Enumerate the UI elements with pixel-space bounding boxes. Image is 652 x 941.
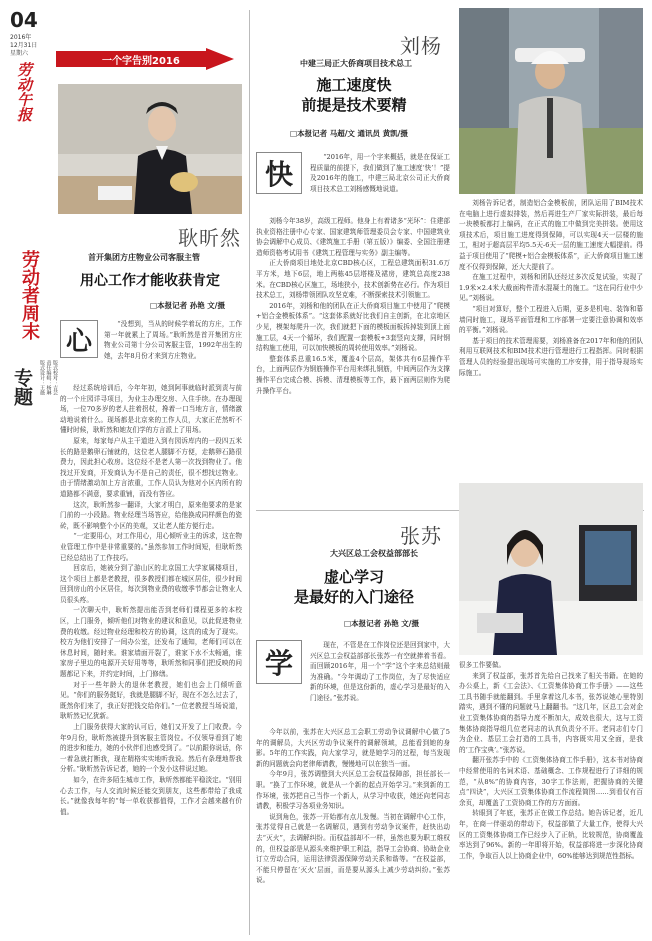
paragraph: “一定要用心，对工作用心，用心倾听业主的诉求，这在物业管理工作中是非常重要的。”虽然参加工作时间短，但耿昕然已经总结出了工作技巧。 — [60, 532, 242, 562]
side-strip — [8, 250, 58, 415]
page-number: 04 — [10, 8, 38, 32]
paragraph: 转眼到了年底，张苏正在做工作总结。她告诉记者，近几年，在商一伴驱动的带动下，权益部做了大量工作，使得大兴区的工资集体协商工作已经步入了正轨，比较规范，协商覆盖率达到了96%。新的一年即将开始，权益部将进一步深化协商工作，争取百人以上协商企业中，60%能够达到规范性指标。 — [459, 809, 643, 860]
topic-title: 专题 — [11, 368, 33, 406]
article2-body-col2 — [459, 198, 643, 498]
issue-day: 12月31日 — [10, 42, 38, 49]
column-divider — [249, 10, 250, 935]
paragraph: 经过系统培训后，今年年初，她到阿事就临时派到责与前的一个庄园详寻项目，为业主办理交房、入住手续。在办理现场，一位70多岁的老人拄着拐杖，搀着一口当地方言，情绪激动地说着什么。现场都是北京来的工作人员，大家正茫然听不懂时时候，耿昕然和她友们学的方言派上了用场。 — [60, 384, 242, 435]
paragraph: 很多工作要做。 — [459, 661, 506, 669]
paragraph: 正大侨商项目地处北京CBD核心区，工程总建筑面积31.6万平方米，地下6层，地上两栋45层塔楼及裙房，建筑总高度238米。在CBD核心区施工，场地狭小，技术创新势在必行。作为项目技术总工，刘杨带领团队攻坚克难，不断探索技术引领施工。 — [256, 259, 450, 300]
paragraph: 如今，在许多陌生城市工作，耿昕然都能平稳淡定。“别用心去工作，与人交流时候还能交到朋友，这些都带给了我成长。”就像我每年的“每一单收获都值得，工作才会越来越有价值。 — [60, 775, 242, 816]
headline-3b: 是最好的入门途径 — [293, 588, 414, 606]
banner — [56, 48, 234, 70]
newspaper-logo: 劳动午报 — [15, 62, 33, 122]
key-character-1: 心 — [60, 320, 98, 358]
issue-date — [10, 34, 37, 58]
article2-lead: “2016年，用一个字来概括，就是在保证工程质量的前提下，我们做到了施工速度‘快’！”提及2016年的施工，中建三局北京公司正大侨商项目技术总工刘杨感慨地说道。 — [310, 153, 450, 193]
photo-zhang-su — [459, 483, 643, 655]
paragraph: 翻开张苏手中的《工资集体协商工作手册》，这本书对协商中经常使用的名词术语、基础概念、工作规程进行了详细的规范，“从8%”的协商内容，30字工作法则，把握协商的关键点“四诀”，大兴区工资集体协商工作流程简图……到看仅有百余页，却覆盖了工资协商工作的方方面面。 — [459, 756, 643, 807]
byline-1: □本报记者 孙艳 文/摄 — [150, 301, 226, 310]
paragraph: 回京后，她被分到了游山区的北京国工大学家属楼项目，这个项目上都是老教授，很多教授们都在城区居住，很少时间回到房山的小区居住，每次到物业费的收缴季节都会让物业人员很头疼。 — [60, 564, 242, 604]
paragraph: 今年9月，张苏调整到大兴区总工会权益保障部，担任部长一职。“换了工作环境，就是从一个新的起点开始学习。”来到新的工作环境，张苏把自己当作一个新人，从学习中收获，她还向老同志请教，积极学习各项业务知识。 — [256, 770, 450, 811]
byline-3: □本报记者 孙艳 文/摄 — [344, 619, 420, 628]
headline-1: 用心工作才能收获肯定 — [80, 273, 220, 289]
photo-geng-xinran — [58, 84, 242, 214]
person-name-1: 耿昕然 — [178, 226, 241, 250]
person-position-3: 大兴区总工会权益部部长 — [330, 549, 418, 558]
paragraph: 整套体系总重16.5米，覆盖4个层高，架体共有6层操作平台，上面两层作为钢筋操作平台用来绑扎钢筋，中间两层作为支撑操作平台完成合模、拆模、清理模板等工作，最下面两层则作为爬升操作平台。 — [256, 354, 450, 395]
section-title: 劳动者周末 — [19, 250, 40, 340]
paragraph: 对于一些年龄大的退休老教授，她们也会上门倾听意见。“你们的服务挺好，我就是腿脚不好，现在不怎么过去了，既然你们来了，我正好把钱交给你们。”一位老教授当场说道，耿昕然记忆犹新。 — [60, 680, 242, 721]
issue-weekday: 星期六 — [10, 50, 29, 57]
headline-3a: 虚心学习 — [323, 568, 384, 586]
key-character-3: 学 — [256, 640, 302, 684]
paragraph: 刘杨今年38岁，高级工程师。他身上有着诸多“光环”：住建部执业资格注册中心专家、国家建筑师管理委员会专家、中国建筑业协会调解中心成员、《建筑施工手册（第五版）》编委、全国注册建造师资格考试用书《建筑工程管理与实务》副主编等。 — [256, 217, 450, 257]
headline-2b: 前提是技术要精 — [301, 96, 407, 114]
person-name-2: 刘杨 — [400, 34, 442, 58]
editor-credits: 版式校对：吉芸 责任编辑：杨琳 版式设计：王薇 — [39, 360, 58, 395]
banner-text: 一个字告别2016 — [102, 56, 180, 67]
paragraph: 说到角色，张苏一开始都有点儿发慢。当初在调解中心工作，张苏觉得自己就是一名调解员，遇到有劳动争议案件，赶快出动去“灭火”，去调解纠纷。而权益部却不一样，虽然也要为职工维权的，但权益部是从源头来维护职工利益，指导工会协商、协助企业订立劳动合同，运用法律资源保障劳动关系和谐等。“在权益部，不能只停留在‘灭火’层面，而是要从源头上减少劳动纠纷。”张苏说。 — [256, 812, 450, 885]
paragraph: 基于项目的技术管理需要，刘杨准备在2017年和他的团队利用互联网技术和BIM技术进行管理进行工程指挥。同时根据管理人员的经验提出现场可实施的工序安排，用于指导现场实际施工。 — [459, 336, 643, 377]
person-name-3: 张苏 — [400, 524, 442, 548]
article3-body-col2 — [459, 660, 643, 935]
byline-2: □本报记者 马超/文 通讯员 黄凯/摄 — [290, 129, 408, 138]
article1-lead: “没想到，当从的时候学着玩的方庄，工作第一年就累上了周场。”耿昕然是首开集团方庄物业公司第十分公司客服主管，1992年出生的她，去年8月份才来到方庄物业。 — [104, 320, 242, 360]
paragraph: 来到了权益部，张苏首先给自己找来了相关书籍。在她的办公桌上，新《工会法》、《工资集体协商工作手册》——这些工具书随手就能翻到。手里拿着这几本书，张苏说她心里特别踏实，遇到不懂的问题就马上翻翻书。“这几年，区总工会对企业工资集体协商的指导力度不断加大，成效也很大，这与工资集体协商指导组几位老同志的认真负责分不开。老同志们专门为企业、基层工会打造的工具书，内容既实用又全面，是我的‘工作宝典’。”张苏说。 — [459, 671, 643, 754]
key-character-2: 快 — [256, 152, 302, 194]
paragraph: 原来，每家每户从主干道进入到有园诉库内的一段四五米长的路是鹅卵石铺就的，这位老人腿脚不方便，走鹅卵石路很费力，因此担心收房。这位经不是老人第一次找到物业了。他找过开发商，开发商认为不是自己的责任，很不想找过物业。由于情绪激动加上方言浓重，工作人员认为他对小区内所有的道路都不满意，要求重铺，而没有答应。 — [60, 436, 242, 498]
paragraph: 上门服务获得大家的认可后，她们又开发了上门收费。今年9月份，耿昕然被提升到客服主管岗位。不仅领导看到了她的进步和能力，她的小伙伴们也感受到了。“以前跟你说话，你一着急就打断我，现在精格实实地听我说。然后有条理地帮我分析。”耿昕然告诉记者，她的一个发小这样说过她。 — [60, 723, 242, 774]
photo-liu-yang — [459, 8, 643, 194]
paragraph: 2016年，刘杨和他的团队在正大侨商项目施工中使用了“爬模+铝合金模板体系”。“这套体系就好比我们自主创新，在北京地区少见，模架每爬升一次，我们就把下面的模板面板拆掉装到顶上面施工层，4天一个循环，我们配置一套模板+3套竖向支撑，同时钢结构施工使用，可以加快模板的周转使用效率。”刘杨说。 — [256, 301, 450, 353]
person-position-2: 中建三局正大侨商项目技术总工 — [300, 59, 412, 68]
headline-2a: 施工速度快 — [316, 76, 392, 94]
article3-body-col1 — [256, 727, 450, 935]
paragraph: 刘杨告诉记者，制造铝合金模板前，团队运用了BIM技术在电脑上进行虚拟排装，然后再进生产厂家实际拼装，最后每一块模板都打上编码，在正式的施工中做到完美拼装。使用这项技术后，项目施工进度得到保障，可以实现4天一层楼的施工，相对于超高层平均5.5天-6天一层的施工速度大幅提前。得益于项目使用了“爬模+铝合金模板体系”，正大侨商项目施工速度不仅得到保障，还大大提前了。 — [459, 199, 643, 271]
paragraph: 在施工过程中，刘杨和团队还经过多次反复试验，实现了1.9米×2.4米大截面构件清水混凝土的施工。“这在同行业中少见。”刘杨说。 — [459, 273, 643, 303]
article3-lead: 现在，不管是在工作岗位还是回到家中，大兴区总工会权益部部长张苏一有空就捧着书看。而回顾2016年，用一个“学”这个字来总结则最为准确。“今年调动了工作岗位，为了尽快适应新的环境，但是这份新的，虚心学习是最好的入门途径。”张苏说。 — [310, 641, 450, 702]
paragraph: 今年以前，张苏在大兴区总工会职工劳动争议调解中心做了5年的调解员，大兴区劳动争议案件的调解领域，总能看到她的身影。5年的工作实践，向大家学习，就是她学习的过程，每当发现新的问题就会向老律师请教，慢慢地可以在独当一面。 — [256, 728, 450, 768]
issue-year: 2016年 — [10, 34, 32, 41]
paragraph: 这次，耿昕然参一翻译，大家才明白，原来他要求的是家门前的一小段路。物业经理当场答应，给他换成同样颜色的瓷砖，既不影响整个小区的美观，又让老人能方便行走。 — [60, 500, 242, 530]
person-position-1: 首开集团方庄物业公司客服主管 — [88, 253, 200, 262]
paragraph: 一次聊天中，耿昕然提出能否到老师们课程更多的本校区，上门服务，倾听他们对物业的建议和意见，以此促进物业费的收缴。经过物业经理和校方的协调，这真的成为了现实。校方为他们安排了一间办公室，还发布了通知，老师们可以在休息时间，随时来。谁家墙面开裂了，谁家下水不太畅通，谁家房子里边的电源开关好用等等，耿昕然和同事们把反映的问题都记下来，并约定时间，上门修缮。 — [60, 606, 242, 679]
paragraph: “项目对算好，整个工程进入后期，更多是机电、装饰和幕墙同时施工，现场平面管理和工序部署一定要注意协调和效率的平衡。”刘杨说。 — [459, 304, 643, 335]
article2-body-col1 — [256, 216, 450, 506]
article1-body — [60, 383, 242, 935]
